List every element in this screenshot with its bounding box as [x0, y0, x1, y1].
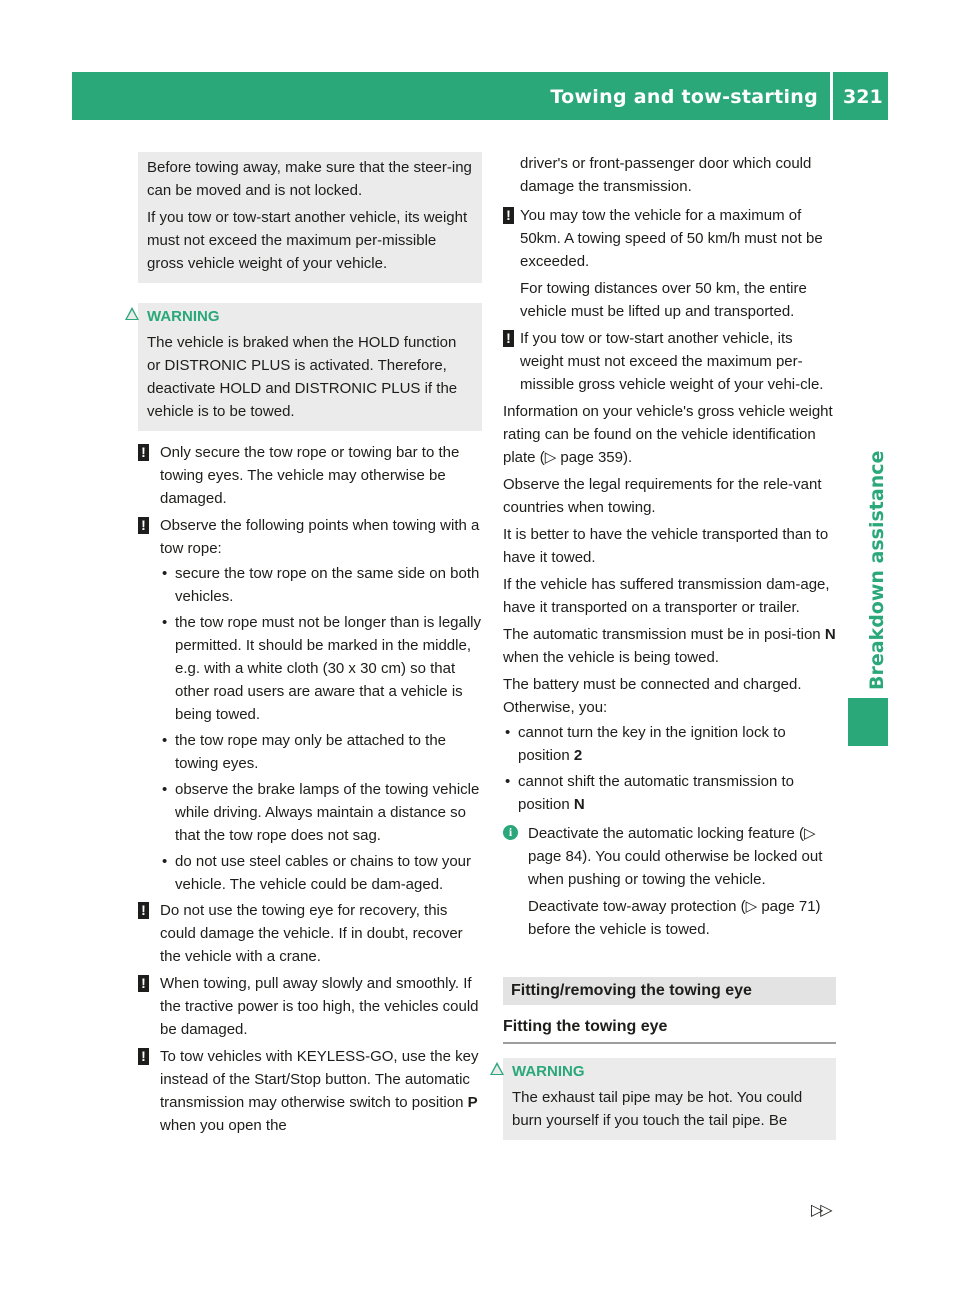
exclamation-icon: !	[503, 207, 514, 224]
continue-arrow-icon: ▷▷	[811, 1200, 830, 1219]
paragraph: It is better to have the vehicle transported than to have it towed.	[503, 526, 829, 566]
page-ref-arrow-icon: ▷	[745, 898, 758, 915]
warning-triangle-icon	[125, 307, 139, 320]
intro-text-2: If you tow or tow-start another vehicle, its weight must not exceed the maximum per-missible gross vehicle weight of your vehicle.	[147, 209, 468, 272]
warning-title: WARNING	[512, 1060, 827, 1083]
warning-box	[138, 303, 482, 431]
info-continued: Deactivate tow-away protection (▷ page 71) before the vehicle is towed.	[528, 898, 821, 938]
page-ref-arrow-icon: ▷	[803, 825, 816, 842]
warning-title: WARNING	[147, 305, 473, 328]
note-item: ! To tow vehicles with KEYLESS-GO, use the key instead of the Start/Stop button. The automatic transmission may otherwise switch to position P when you open the	[138, 1045, 482, 1137]
right-column	[503, 152, 836, 1140]
exclamation-icon: !	[503, 330, 514, 347]
paragraph: The automatic transmission must be in posi-tion N when the vehicle is being towed.	[503, 626, 836, 666]
list-item: • the tow rope must not be longer than is legally permitted. It should be marked in the middle, e.g. with a white cloth (30 x 30 cm) so that other road users are aware that a vehicle is being towed.	[160, 611, 482, 726]
page-ref-arrow-icon: ▷	[544, 449, 557, 466]
note-item: ! When towing, pull away slowly and smoothly. If the tractive power is too high, the vehicles could be damaged.	[138, 972, 482, 1041]
note-item: ! Do not use the towing eye for recovery, this could damage the vehicle. If in doubt, recover the vehicle with a crane.	[138, 899, 482, 968]
note-continued: For towing distances over 50 km, the entire vehicle must be lifted up and transported.	[520, 280, 807, 320]
paragraph: The battery must be connected and charged. Otherwise, you:	[503, 676, 802, 716]
exclamation-icon: !	[138, 975, 149, 992]
warning-text: The exhaust tail pipe may be hot. You could burn yourself if you touch the tail pipe. Be	[512, 1089, 803, 1129]
list-item: • cannot shift the automatic transmission to position N	[503, 770, 836, 816]
page-number: 321	[843, 86, 883, 108]
side-section-label: Breakdown assistance	[866, 450, 888, 690]
list-item: • cannot turn the key in the ignition lock to position 2	[503, 721, 836, 767]
paragraph: If the vehicle has suffered transmission dam-age, have it transported on a transporter or trailer.	[503, 576, 830, 616]
exclamation-icon: !	[138, 902, 149, 919]
section-heading: Fitting/removing the towing eye	[503, 977, 836, 1005]
list-item: • secure the tow rope on the same side on both vehicles.	[160, 562, 482, 608]
note-item: ! If you tow or tow-start another vehicle, its weight must not exceed the maximum per-missible gross vehicle weight of your vehi-cle.	[503, 327, 836, 396]
list-item: • observe the brake lamps of the towing vehicle while driving. Always maintain a distance so that the tow rope does not sag.	[160, 778, 482, 847]
paragraph: Information on your vehicle's gross vehicle weight rating can be found on the vehicle identification plate (▷ page 359).	[503, 403, 833, 466]
note-item: ! Only secure the tow rope or towing bar to the towing eyes. The vehicle may otherwise be damaged.	[138, 441, 482, 510]
intro-text-1: Before towing away, make sure that the steer-ing can be moved and is not locked.	[147, 159, 472, 199]
info-icon: i	[503, 825, 518, 840]
continued-text: driver's or front-passenger door which could damage the transmission.	[520, 155, 812, 195]
list-item: • do not use steel cables or chains to tow your vehicle. The vehicle could be dam-aged.	[160, 850, 482, 896]
subsection-heading: Fitting the towing eye	[503, 1015, 836, 1044]
note-item: ! Observe the following points when towing with a tow rope:	[138, 514, 482, 560]
exclamation-icon: !	[138, 517, 149, 534]
exclamation-icon: !	[138, 444, 149, 461]
exclamation-icon: !	[138, 1048, 149, 1065]
tow-rope-list	[138, 562, 482, 896]
warning-triangle-icon	[490, 1062, 504, 1075]
warning-box	[503, 1058, 836, 1140]
warning-text: The vehicle is braked when the HOLD function or DISTRONIC PLUS is activated. Therefore, deactivate HOLD and DISTRONIC PLUS if the vehicle is to be towed.	[147, 334, 458, 420]
side-tab	[848, 698, 888, 746]
list-item: • the tow rope may only be attached to the towing eyes.	[160, 729, 482, 775]
note-item: ! You may tow the vehicle for a maximum of 50km. A towing speed of 50 km/h must not be exceeded.	[503, 204, 836, 273]
page-title: Towing and tow-starting	[550, 86, 818, 108]
left-column	[138, 152, 482, 1141]
intro-box	[138, 152, 482, 283]
paragraph: Observe the legal requirements for the rele-vant countries when towing.	[503, 476, 822, 516]
info-item: i Deactivate the automatic locking feature (▷ page 84). You could otherwise be locked out when pushing or towing the vehicle.	[503, 822, 836, 891]
header-divider	[830, 72, 833, 120]
